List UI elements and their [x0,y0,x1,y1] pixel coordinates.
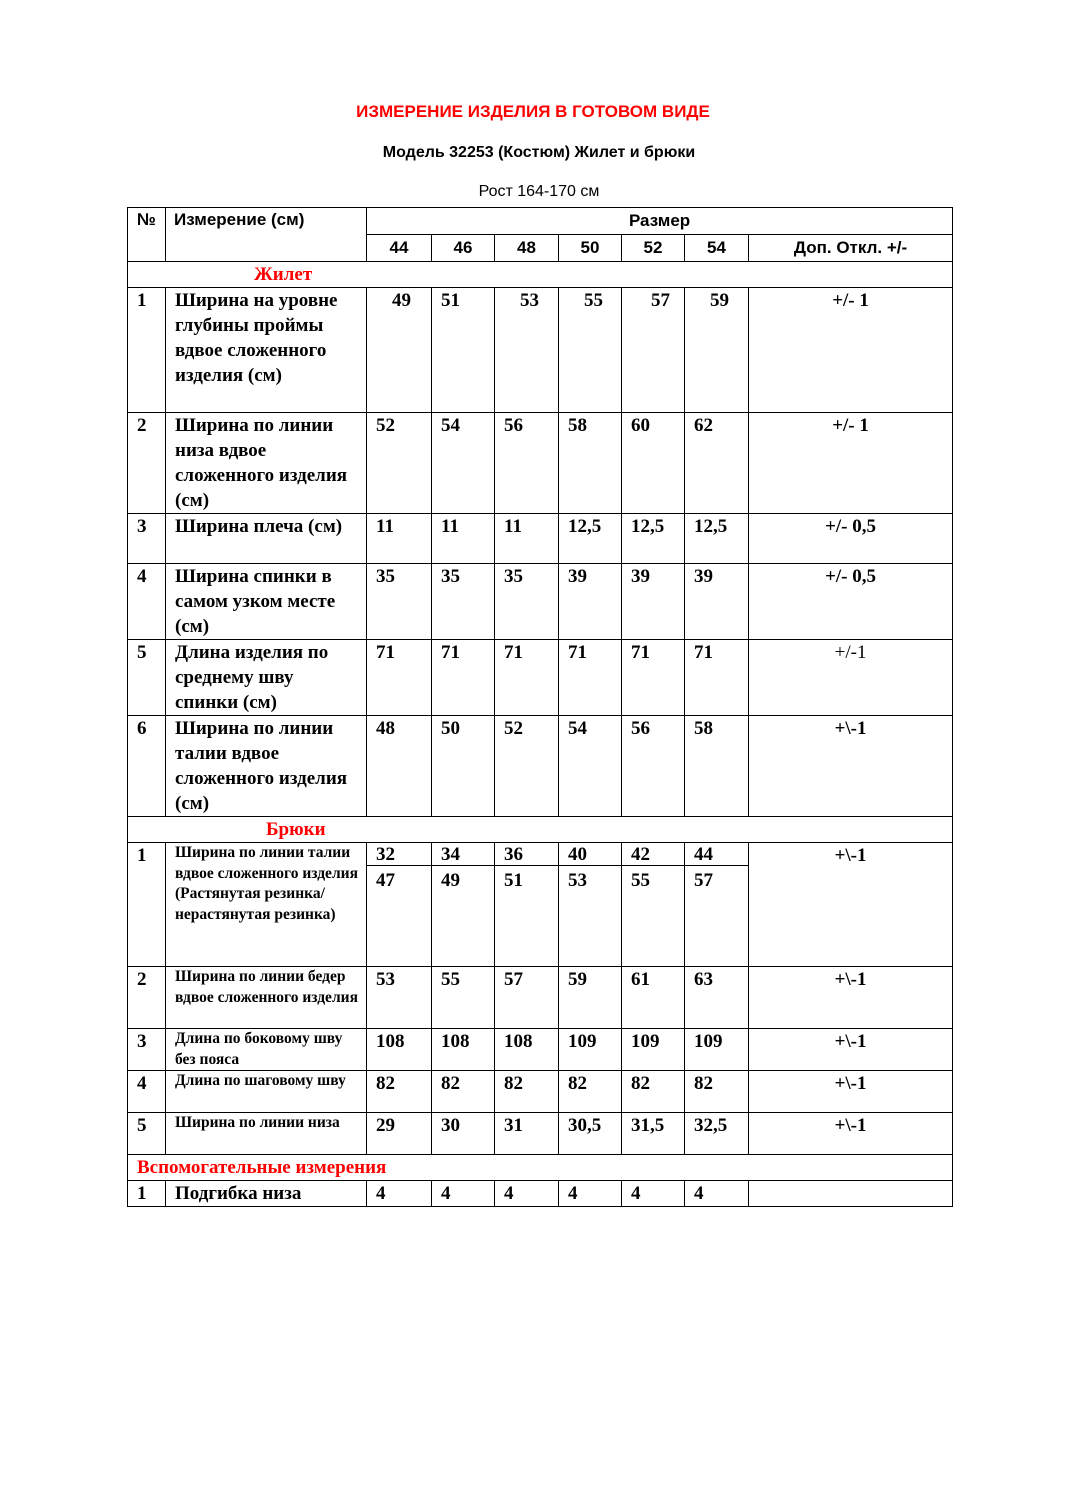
value-cell: 31,5 [622,1113,685,1155]
tolerance-cell: +\-1 [749,843,953,967]
row-number: 5 [128,1113,166,1155]
value-cell: 39 [685,564,749,640]
value-cell: 39 [622,564,685,640]
table-row [128,1071,953,1113]
row-number: 3 [128,1029,166,1071]
value-cell: 35 [495,564,559,640]
value-cell: 4 [495,1181,559,1207]
value-cell: 30,5 [559,1113,622,1155]
section-title-auxiliary: Вспомогательные измерения [128,1155,953,1181]
value-cell: 71 [559,640,622,716]
size-header: 52 [622,235,685,262]
row-number: 3 [128,514,166,564]
table-row [128,967,953,1029]
col-size-header: Размер [367,208,953,235]
table-row [128,288,953,413]
section-title-vest: Жилет [128,262,953,288]
tolerance-cell: +/-1 [749,640,953,716]
measure-name: Ширина по линии талии вдвое сложенного изделия (Растянутая резинка/ нерастянутая резинка) [166,843,367,967]
table-row [128,1029,953,1071]
value-cell: 71 [622,640,685,716]
value-cell: 35 [432,564,495,640]
value-stretched: 42 [622,843,684,866]
value-cell: 4 [367,1181,432,1207]
value-stretched: 44 [685,843,748,866]
table-row [128,640,953,716]
value-cell: 59 [685,288,749,413]
value-cell: 53 [495,288,559,413]
value-cell: 82 [559,1071,622,1113]
tolerance-cell: +\-1 [749,1071,953,1113]
row-number: 6 [128,716,166,817]
value-cell: 52 [367,413,432,514]
measure-name: Ширина по линии бедер вдвое сложенного изделия [166,967,367,1029]
value-cell: 12,5 [685,514,749,564]
tolerance-cell: +\-1 [749,1113,953,1155]
measurement-table [127,207,953,1207]
value-unstretched: 49 [441,870,460,891]
value-cell: 56 [495,413,559,514]
table-row [128,843,953,967]
value-cell: 11 [495,514,559,564]
value-cell: 4 [622,1181,685,1207]
section-row [128,1155,953,1181]
value-cell: 71 [432,640,495,716]
value-cell: 50 [432,716,495,817]
size-header: 46 [432,235,495,262]
value-cell: 56 [622,716,685,817]
value-cell: 82 [367,1071,432,1113]
tolerance-cell [749,1181,953,1207]
value-cell: 29 [367,1113,432,1155]
size-header: 48 [495,235,559,262]
value-cell: 4 [559,1181,622,1207]
model-subtitle: Модель 32253 (Костюм) Жилет и брюки [382,144,696,161]
measure-name: Длина по шаговому шву [166,1071,367,1113]
row-number: 4 [128,1071,166,1113]
value-unstretched: 51 [504,870,523,891]
value-cell: 52 [495,716,559,817]
value-unstretched: 53 [568,870,587,891]
value-cell: 48 [367,716,432,817]
value-cell: 51 [432,288,495,413]
value-cell: 82 [432,1071,495,1113]
value-cell: 11 [367,514,432,564]
value-cell [367,843,432,967]
value-cell: 54 [559,716,622,817]
value-cell: 30 [432,1113,495,1155]
value-cell: 57 [622,288,685,413]
row-number: 2 [128,413,166,514]
table-row [128,716,953,817]
tolerance-cell: +\-1 [749,716,953,817]
value-cell: 53 [367,967,432,1029]
value-cell: 32,5 [685,1113,749,1155]
value-stretched: 32 [367,843,431,866]
size-header: 44 [367,235,432,262]
value-cell: 12,5 [622,514,685,564]
measure-name: Длина по боковому шву без пояса [166,1029,367,1071]
value-cell: 61 [622,967,685,1029]
value-cell: 4 [685,1181,749,1207]
value-cell: 11 [432,514,495,564]
table-row [128,1181,953,1207]
value-stretched: 40 [559,843,621,866]
col-measure-header: Измерение (см) [166,208,367,262]
value-cell: 49 [367,288,432,413]
measure-name: Ширина по линии талии вдвое сложенного изделия (см) [166,716,367,817]
value-unstretched: 55 [631,870,650,891]
measure-name: Ширина спинки в самом узком месте (см) [166,564,367,640]
row-number: 2 [128,967,166,1029]
value-cell: 63 [685,967,749,1029]
value-cell: 35 [367,564,432,640]
value-cell: 4 [432,1181,495,1207]
value-cell [432,843,495,967]
value-cell: 60 [622,413,685,514]
section-row [128,262,953,288]
measure-name: Подгибка низа [166,1181,367,1207]
value-cell: 108 [367,1029,432,1071]
value-cell: 58 [559,413,622,514]
value-unstretched: 57 [694,870,713,891]
value-unstretched: 47 [376,870,395,891]
value-cell: 54 [432,413,495,514]
document-title: ИЗМЕРЕНИЕ ИЗДЕЛИЯ В ГОТОВОМ ВИДЕ [356,102,710,121]
measure-name: Ширина на уровне глубины проймы вдвое сложенного изделия (см) [166,288,367,413]
row-number: 1 [128,1181,166,1207]
value-cell [559,843,622,967]
tolerance-cell: +/- 1 [749,288,953,413]
value-cell: 82 [622,1071,685,1113]
tolerance-cell: +/- 1 [749,413,953,514]
value-cell: 109 [559,1029,622,1071]
row-number: 4 [128,564,166,640]
value-cell: 82 [495,1071,559,1113]
value-stretched: 36 [495,843,558,866]
value-cell: 71 [685,640,749,716]
tolerance-cell: +\-1 [749,1029,953,1071]
table-row [128,514,953,564]
row-number: 1 [128,843,166,967]
header-row [128,208,953,235]
col-number-header: № [128,208,166,262]
value-cell: 109 [685,1029,749,1071]
section-title-trousers: Брюки [128,817,953,843]
value-cell: 55 [432,967,495,1029]
section-row [128,817,953,843]
value-cell: 108 [495,1029,559,1071]
value-cell: 82 [685,1071,749,1113]
table-row [128,1113,953,1155]
value-cell: 71 [495,640,559,716]
value-cell: 12,5 [559,514,622,564]
tolerance-cell: +\-1 [749,967,953,1029]
value-cell: 108 [432,1029,495,1071]
value-cell: 57 [495,967,559,1029]
table-row [128,413,953,514]
height-label: Рост 164-170 см [478,183,600,200]
value-cell: 55 [559,288,622,413]
value-cell: 31 [495,1113,559,1155]
value-cell [495,843,559,967]
tolerance-cell: +/- 0,5 [749,514,953,564]
tolerance-header: Доп. Откл. +/- [749,235,953,262]
measure-name: Ширина по линии низа вдвое сложенного изделия (см) [166,413,367,514]
value-stretched: 34 [432,843,494,866]
size-header: 54 [685,235,749,262]
table-row [128,564,953,640]
value-cell: 39 [559,564,622,640]
row-number: 1 [128,288,166,413]
value-cell: 71 [367,640,432,716]
size-header: 50 [559,235,622,262]
value-cell: 109 [622,1029,685,1071]
value-cell [685,843,749,967]
measure-name: Ширина плеча (см) [166,514,367,564]
value-cell: 58 [685,716,749,817]
measure-name: Длина изделия по среднему шву спинки (см) [166,640,367,716]
row-number: 5 [128,640,166,716]
tolerance-cell: +/- 0,5 [749,564,953,640]
value-cell: 62 [685,413,749,514]
measure-name: Ширина по линии низа [166,1113,367,1155]
value-cell [622,843,685,967]
value-cell: 59 [559,967,622,1029]
